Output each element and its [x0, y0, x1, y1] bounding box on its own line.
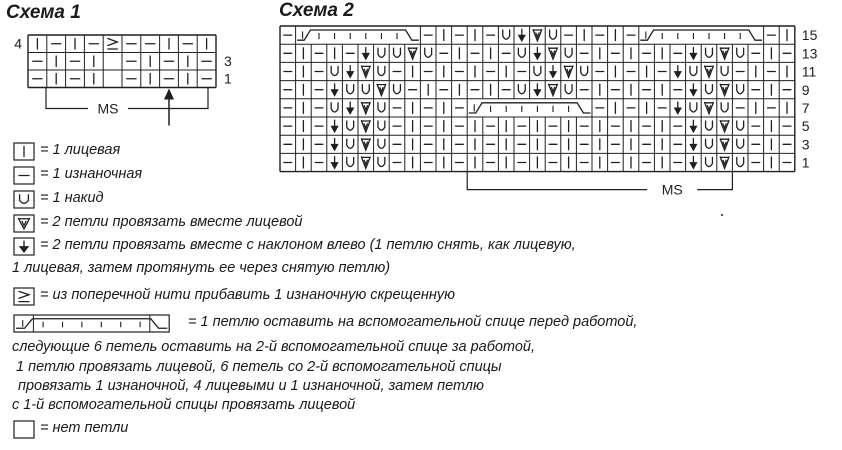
chart-cell	[425, 48, 432, 57]
scheme1-arrow-head	[164, 89, 174, 100]
chart-cell	[534, 47, 541, 59]
chart-cell	[737, 48, 744, 57]
chart-cell	[690, 120, 697, 132]
chart-cell	[347, 139, 354, 148]
chart-cell	[361, 102, 370, 113]
chart-cell	[378, 121, 385, 130]
legend-text: = 1 петлю оставить на вспомогательной спице перед работой,	[188, 314, 638, 330]
chart-cell	[347, 121, 354, 130]
scheme2-ms-label: MS	[661, 181, 683, 198]
chart-cell	[331, 120, 338, 132]
chart-cell	[518, 48, 525, 57]
chart-cell	[378, 66, 385, 75]
legend-knit-icon	[14, 143, 34, 160]
scheme1-ms-bracket	[46, 88, 208, 109]
chart-cell	[549, 84, 558, 95]
chart-cell	[690, 138, 697, 150]
scheme2-ms-bracket	[467, 172, 732, 190]
chart-cell	[361, 139, 370, 150]
legend-text: с 1-й вспомогательной спицы провязать лицевой	[12, 397, 356, 413]
legend-text: 1 лицевая, затем протянуть ее через снятую петлю)	[12, 260, 391, 276]
chart-cell	[705, 66, 714, 77]
chart-cell	[706, 85, 713, 94]
chart-cell	[720, 48, 729, 59]
chart-cell	[533, 30, 542, 41]
chart-cell	[706, 121, 713, 130]
cable-cross-cell	[639, 26, 764, 44]
chart-cell	[347, 66, 354, 78]
chart-cell	[378, 139, 385, 148]
chart-cell	[690, 157, 697, 169]
chart-cell	[549, 48, 558, 59]
chart-cell	[690, 47, 697, 59]
legend-empty-icon	[14, 421, 34, 438]
legend-text: = 2 петли провязать вместе с наклоном влево (1 петлю снять, как лицевую,	[40, 237, 576, 253]
chart-cell	[377, 84, 386, 95]
chart-cell	[331, 84, 338, 96]
chart-cell	[720, 84, 729, 95]
legend-yo-icon	[14, 191, 34, 208]
scheme1-ms-label: MS	[97, 100, 119, 117]
legend-cable-icon	[14, 315, 169, 332]
chart-cell	[565, 85, 572, 94]
chart-cell	[674, 66, 681, 78]
chart-cell	[581, 66, 588, 75]
chart-cell	[362, 85, 369, 94]
chart-cell	[347, 157, 354, 166]
chart-cell	[721, 66, 728, 75]
chart-cell	[378, 103, 385, 112]
chart-cell	[518, 29, 525, 41]
chart-cell	[737, 121, 744, 130]
chart-cell	[394, 48, 401, 57]
chart-cell	[503, 30, 510, 39]
scheme2-row-label: 5	[801, 118, 810, 135]
chart-cell	[674, 102, 681, 114]
chart-cell	[550, 66, 557, 78]
chart-cell	[721, 103, 728, 112]
scheme2-title: Схема 2	[279, 0, 354, 21]
legend-text: провязать 1 изнаночной, 4 лицевыми и 1 изнаночной, затем петлю	[18, 378, 484, 394]
chart-cell	[518, 85, 525, 94]
chart-cell	[706, 48, 713, 57]
scheme2-row-label: 1	[801, 154, 810, 171]
chart-cell	[362, 47, 369, 59]
chart-cell	[534, 66, 541, 75]
legend-m1p-icon	[14, 288, 34, 305]
chart-cell	[737, 85, 744, 94]
chart-cell	[550, 30, 557, 39]
chart-cell	[720, 139, 729, 150]
chart-cell	[565, 48, 572, 57]
chart-cell	[720, 121, 729, 132]
chart-cell	[361, 157, 370, 168]
chart-cell	[690, 84, 697, 96]
chart-cell	[690, 103, 697, 112]
chart-cell	[394, 85, 401, 94]
legend-k2tog-icon	[14, 215, 34, 232]
legend-text: = 1 изнаночная	[40, 166, 143, 182]
scheme1-grid	[28, 35, 216, 88]
chart-cell	[331, 66, 338, 75]
legend-text: = нет петли	[40, 420, 129, 436]
chart-cell	[564, 66, 573, 77]
chart-cell	[347, 102, 354, 114]
legend-text: = 1 лицевая	[40, 142, 121, 158]
chart-cell	[361, 66, 370, 77]
scheme2-row-label: 15	[801, 27, 818, 44]
chart-cell	[534, 84, 541, 96]
chart-cell	[108, 39, 117, 50]
scheme2-row-label: 7	[801, 99, 810, 116]
cable-cross-cell	[467, 99, 592, 117]
chart-cell	[706, 157, 713, 166]
chart-cell	[408, 48, 417, 59]
scheme2-row-label: 11	[801, 63, 817, 80]
scheme1-row-label: 4	[14, 35, 22, 52]
legend-text: 1 петлю провязать лицевой, 6 петель со 2-й вспомогательной спицы	[16, 359, 502, 375]
scheme1-row-label: 1	[224, 70, 232, 87]
legend-ssk-icon	[14, 238, 34, 255]
scheme2-row-label: 3	[801, 136, 810, 153]
scheme2-row-label: 13	[801, 45, 818, 62]
scheme2-grid	[280, 26, 795, 172]
chart-cell	[361, 121, 370, 132]
chart-cell	[331, 103, 338, 112]
chart-cell	[331, 157, 338, 169]
scheme1-row-label: 3	[224, 53, 232, 70]
chart-cell	[690, 66, 697, 75]
legend-text: = 2 петли провязать вместе лицевой	[40, 214, 303, 230]
cable-cross-cell	[296, 26, 421, 44]
chart-cell	[720, 157, 729, 168]
chart-cell	[378, 157, 385, 166]
chart-cell	[331, 138, 338, 150]
legend-text: = из поперечной нити прибавить 1 изнаночную скрещенную	[40, 287, 456, 303]
legend-purl-icon	[14, 167, 34, 184]
chart-cell	[706, 139, 713, 148]
legend-text: следующие 6 петель оставить на 2-й вспомогательной спице за работой,	[12, 339, 535, 355]
stray-dot	[721, 214, 723, 216]
chart-cell	[737, 157, 744, 166]
scheme1-title: Схема 1	[6, 2, 81, 23]
chart-cell	[347, 85, 354, 94]
chart-cell	[737, 139, 744, 148]
legend-text: = 1 накид	[40, 190, 104, 206]
chart-cell	[705, 102, 714, 113]
scheme2-row-label: 9	[801, 81, 810, 98]
chart-cell	[378, 48, 385, 57]
